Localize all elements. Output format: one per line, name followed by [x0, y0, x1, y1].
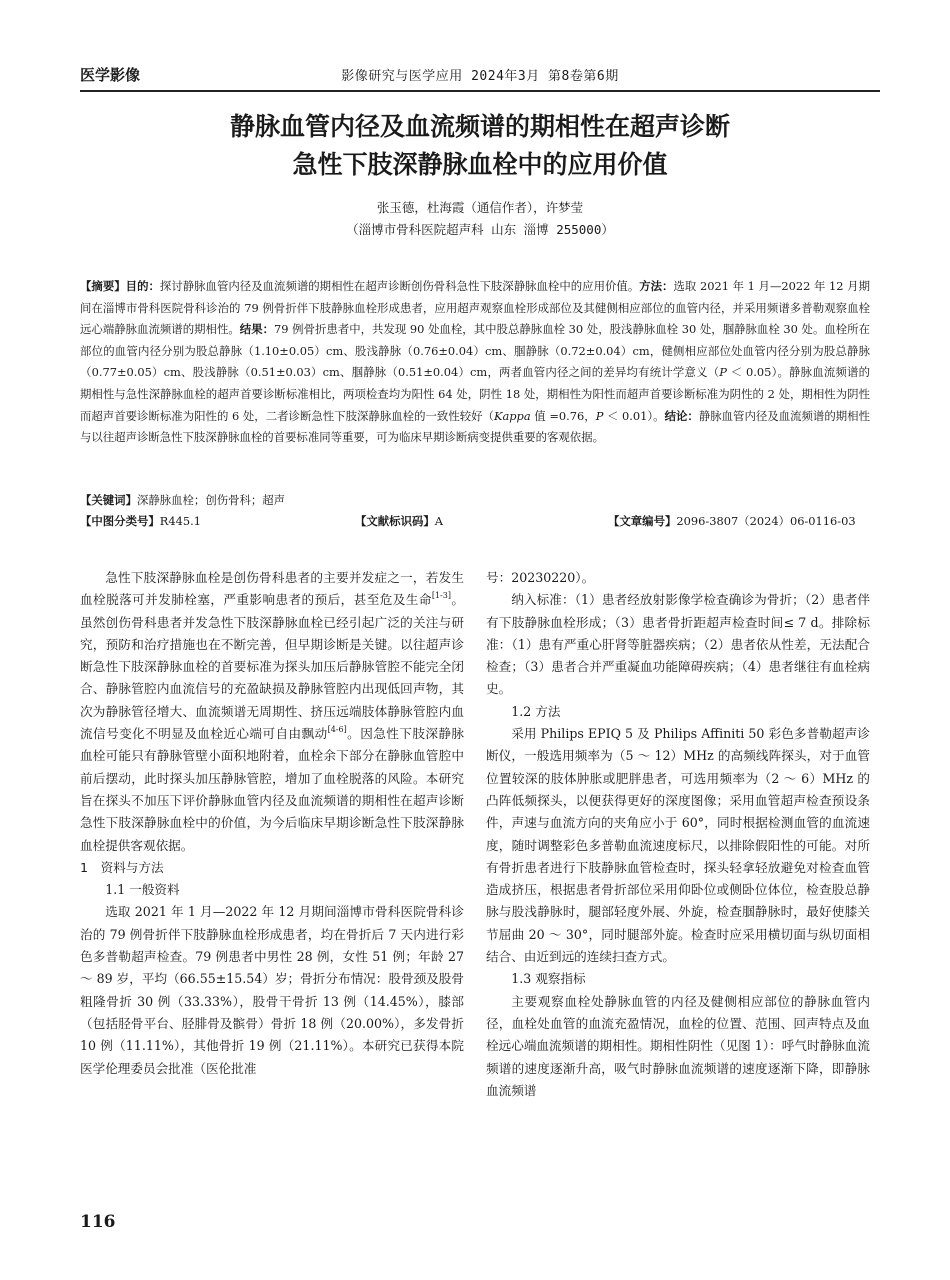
- affiliation: （淄博市骨科医院超声科 山东 淄博 255000）: [346, 222, 614, 237]
- clc-label: 【中图分类号】: [80, 514, 160, 528]
- classification-line: [80, 513, 870, 535]
- abstract-objective: 探讨静脉血管内径及血流频谱的期相性在超声诊断创伤骨科急性下肢深静脉血栓中的应用价值。: [159, 279, 640, 293]
- body-right-column: [486, 567, 870, 1102]
- intro-text-b: 。虽然创伤骨科患者并发急性下肢深静脉血栓已经引起广泛的关注与研究，预防和治疗措施也在不断完善，但早期诊断是关键。以往超声诊断急性下肢深静脉血栓的首要标准为探头加压后静脉管腔不能完全闭合、静脉管腔内血流信号的充盈缺损及静脉管腔内出现低回声物，其次为静脉管径增大、血流频谱无周期性、挤压远端肢体静脉管腔内血流信号变化不明显及血栓近心端可自由飘动: [80, 592, 464, 742]
- keywords: [80, 490, 870, 512]
- abstract-results-b: ＜ 0.05）。静脉血流频谱的期相性与急性深静脉血栓的超声首要诊断标准相比，两项检查均为阳性 64 处，阴性 18 处，期相性为阳性而超声首要诊断标准为阴性的 2 处，期相性为阴性而超声首要诊断标准为阳性的 6 处，二者诊断急性下肢深静脉血栓的一致性较好（: [80, 365, 870, 423]
- intro-text-a: 急性下肢深静脉血栓是创伤骨科患者的主要并发症之一，若发生血栓脱落可并发肺栓塞，严重影响患者的预后，甚至危及生命: [80, 570, 464, 608]
- document-code: [355, 513, 443, 529]
- intro-paragraph: [80, 567, 464, 857]
- authors: 张玉德，杜海霞（通信作者），许梦莹: [376, 200, 584, 215]
- abstract-results-d: ＜ 0.01）。: [603, 408, 665, 423]
- abstract-conclusion-label: 结论：: [664, 408, 699, 423]
- continued-text: 号：20230220）。: [486, 570, 595, 585]
- abstract-conclusion: 静脉血管内径及血流频谱的期相性与以往超声诊断急性下肢深静脉血栓的首要标准同等重要，可为临床早期诊断病变提供重要的客观依据。: [80, 408, 870, 445]
- article-number: [608, 513, 856, 529]
- title-line-1: 静脉血管内径及血流频谱的期相性在超声诊断: [229, 112, 730, 141]
- article-title: [80, 108, 880, 184]
- title-line-2: 急性下肢深静脉血栓中的应用价值: [292, 150, 668, 179]
- subsection-heading: 1.2 方法: [511, 703, 561, 719]
- p-symbol: P: [719, 365, 727, 380]
- author-block: [80, 197, 880, 241]
- page-number: 116: [80, 1212, 116, 1232]
- p-symbol-2: P: [595, 408, 604, 423]
- abstract-label: 【摘要】: [80, 279, 126, 293]
- art-value: 2096-3807（2024）06-0116-03: [676, 514, 856, 528]
- keywords-label: 【关键词】: [80, 493, 137, 507]
- journal-info: 影像研究与医学应用 2024年3月 第8卷第6期: [341, 69, 619, 84]
- clc-number: [80, 513, 201, 529]
- abstract-method-label: 方法：: [639, 279, 674, 293]
- citation: [1-3]: [431, 591, 451, 601]
- general-data-paragraph: 选取 2021 年 1 月—2022 年 12 月期间淄博市骨科医院骨科诊治的 79 例骨折伴下肢静脉血栓形成患者，均在骨折后 7 天内进行彩色多普勒超声检查。79 例患者中男性 28 例，女性 51 例；年龄 27 ～ 89 岁，平均（66.55±15.54）岁；骨折分布情况：股骨颈及股骨粗隆骨折 30 例（33.33%），股骨干骨折 13 例（14.45%），膝部（包括胫骨平台、胫腓骨及髌骨）骨折 18 例（20.00%），多发骨折 10 例（11.11%），其他骨折 19 例（21.11%）。本研究已获得本院医学伦理委员会批准（医伦批准: [80, 904, 464, 1076]
- clc-value: R445.1: [159, 514, 201, 528]
- abstract-results-label: 结果：: [239, 322, 275, 337]
- citation: [4-6]: [327, 725, 347, 735]
- art-label: 【文章编号】: [608, 514, 677, 528]
- body-left-column: [80, 567, 464, 1080]
- subsection-heading: 1.3 观察指标: [511, 971, 586, 987]
- subsection-heading: 1.1 一般资料: [105, 882, 180, 898]
- abstract: [80, 276, 870, 449]
- header-divider: [80, 90, 880, 92]
- criteria-paragraph: 纳入标准：（1）患者经放射影像学检查确诊为骨折；（2）患者伴有下肢静脉血栓形成；（3）患者骨折距超声检查时间≤ 7 d。排除标准：（1）患有严重心肝肾等脏器疾病；（2）患者依从性差，无法配合检查；（3）患者合并严重凝血功能障碍疾病；（4）患者继往有血栓病史。: [486, 592, 870, 697]
- abstract-results-a: 79 例骨折患者中，共发现 90 处血栓，其中股总静脉血栓 30 处，股浅静脉血栓 30 处，腘静脉血栓 30 处。血栓所在部位的血管内径分别为股总静脉（1.10±0.05）cm、股浅静脉（0.76±0.04）cm、腘静脉（0.72±0.04）cm，健侧相应部位处血管内径分别为股总静脉（0.77±0.05）cm、股浅静脉（0.51±0.03）cm、腘静脉（0.51±0.04）cm，两者血管内径之间的差异均有统计学意义（: [80, 322, 870, 380]
- keywords-value: 深静脉血栓；创伤骨科；超声: [136, 493, 286, 507]
- doc-label: 【文献标识码】: [355, 514, 435, 528]
- abstract-method: 选取 2021 年 1 月—2022 年 12 月期间在淄博市骨科医院骨科诊治的 79 例骨折伴下肢静脉血栓形成患者，应用超声观察血栓形成部位及其健侧相应部位的血管内径，并采用频谱多普勒观察血栓远心端静脉血流频谱的期相性。: [80, 279, 870, 337]
- section-label: 医学影像: [80, 66, 141, 84]
- intro-text-c: 。因急性下肢深静脉血栓可能只有静脉管壁小面积地附着，血栓余下部分在静脉血管腔中前后摆动，此时探头加压静脉管腔，增加了血栓脱落的风险。本研究旨在探头不加压下评价静脉血管内径及血流频谱的期相性在超声诊断急性下肢深静脉血栓中的价值，为今后临床早期诊断急性下肢深静脉血栓提供客观依据。: [80, 726, 464, 853]
- abstract-results-c: 值 =0.76，: [530, 408, 596, 423]
- running-header: [80, 64, 880, 90]
- abstract-objective-label: 目的：: [125, 279, 160, 293]
- doc-value: A: [434, 514, 443, 528]
- section-heading: 1 资料与方法: [80, 859, 164, 875]
- kappa-symbol: Kappa: [493, 408, 531, 423]
- indicators-paragraph: 主要观察血栓处静脉血管的内径及健侧相应部位的静脉血管内径，血栓处血管的血流充盈情况，血栓的位置、范围、回声特点及血栓远心端血流频谱的期相性。期相性阴性（见图 1）：呼气时静脉血流频谱的速度逐渐升高，吸气时静脉血流频谱的速度逐渐下降，即静脉血流频谱: [486, 993, 870, 1098]
- methods-paragraph: 采用 Philips EPIQ 5 及 Philips Affiniti 50 彩色多普勒超声诊断仪，一般选用频率为（5 ～ 12）MHz 的高频线阵探头，对于血管位置较深的肢体肿胀或肥胖患者，可选用频率为（2 ～ 6）MHz 的凸阵低频探头，以便获得更好的深度图像；采用血管超声检查预设条件，声速与血流方向的夹角应小于 60°，同时根据检测血管的血流速度，随时调整彩色多普勒血流速度标尺，以排除假阳性的可能。对所有骨折患者进行下肢静脉血管检查时，探头轻拿轻放避免对检查血管造成挤压，根据患者骨折部位采用仰卧位或侧卧位体位，检查股总静脉与股浅静脉时，腿部轻度外展、外旋，检查腘静脉时，最好使膝关节屈曲 20 ～ 30°，同时腿部外旋。检查时应采用横切面与纵切面相结合、由近到远的连续扫查方式。: [486, 726, 870, 965]
